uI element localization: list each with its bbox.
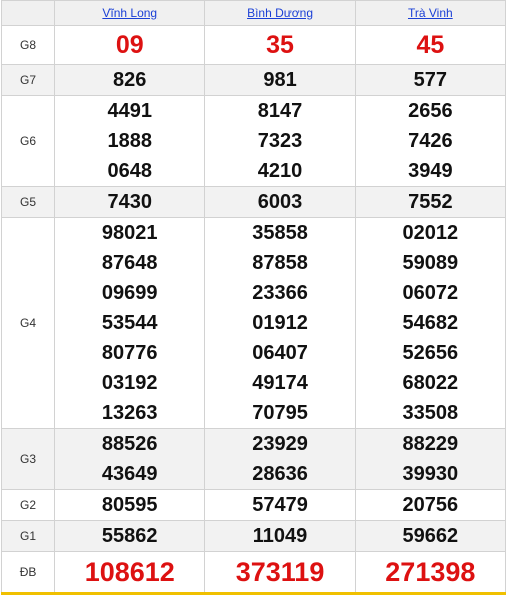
prize-cell: [55, 429, 205, 490]
prize-label: G7: [2, 65, 55, 96]
prize-number: 87648: [101, 252, 158, 274]
header-province: [55, 1, 205, 26]
prize-number: 88229: [402, 433, 459, 455]
prize-row-g1: [2, 521, 506, 552]
prize-cell: [205, 218, 355, 429]
prize-cell: [355, 429, 505, 490]
prize-number: 4210: [257, 160, 303, 182]
prize-label: G6: [2, 96, 55, 187]
prize-row-g3: [2, 429, 506, 490]
prize-number: 0648: [107, 160, 152, 182]
prize-number: 11049: [252, 525, 308, 547]
prize-cell: [55, 552, 205, 594]
prize-number: 33508: [402, 402, 459, 424]
prize-cell: [355, 490, 505, 521]
prize-number: 68022: [402, 372, 459, 394]
prize-number: 13263: [101, 402, 158, 424]
prize-number: 98021: [101, 222, 158, 244]
prize-row-g7: [2, 65, 506, 96]
prize-number: 09: [115, 31, 144, 59]
prize-number: 35: [266, 31, 294, 59]
prize-label: G8: [2, 26, 55, 65]
prize-cell: [205, 429, 355, 490]
prize-cell: [55, 96, 205, 187]
prize-number: 88526: [101, 433, 158, 455]
prize-number: 28636: [252, 463, 308, 485]
header-province: [205, 1, 355, 26]
prize-number: 55862: [101, 525, 158, 547]
prize-number: 826: [113, 69, 147, 91]
prize-label: G3: [2, 429, 55, 490]
prize-cell: [355, 96, 505, 187]
prize-number: 49174: [252, 372, 308, 394]
prize-cell: [55, 65, 205, 96]
prize-cell: [205, 521, 355, 552]
prize-number: 53544: [101, 312, 158, 334]
prize-number: 52656: [402, 342, 459, 364]
prize-number: 23366: [252, 282, 308, 304]
prize-number: 87858: [252, 252, 308, 274]
prize-number: 09699: [101, 282, 158, 304]
province-link-vinh-long[interactable]: Vĩnh Long: [102, 6, 158, 20]
prize-cell: [55, 218, 205, 429]
prize-row-g6: [2, 96, 506, 187]
prize-cell: [355, 521, 505, 552]
prize-number: 57479: [252, 494, 308, 516]
prize-number: 7323: [257, 130, 303, 152]
prize-label: G5: [2, 187, 55, 218]
prize-cell: [55, 187, 205, 218]
prize-number: 39930: [402, 463, 459, 485]
prize-number: 02012: [402, 222, 459, 244]
prize-cell: [205, 26, 355, 65]
prize-cell: [205, 490, 355, 521]
prize-number: 8147: [257, 100, 303, 122]
prize-label: G1: [2, 521, 55, 552]
prize-number: 45: [416, 31, 445, 59]
prize-label: ĐB: [2, 552, 55, 594]
prize-cell: [205, 96, 355, 187]
prize-number: 577: [413, 69, 448, 91]
prize-number: 7430: [107, 191, 152, 213]
prize-cell: [355, 218, 505, 429]
prize-cell: [55, 521, 205, 552]
special-prize-number: 108612: [84, 557, 175, 587]
prize-number: 3949: [408, 160, 453, 182]
prize-number: 03192: [101, 372, 158, 394]
prize-number: 01912: [252, 312, 308, 334]
lottery-results-table: [1, 0, 506, 595]
province-link-binh-duong[interactable]: Bình Dương: [247, 6, 313, 20]
prize-number: 6003: [257, 191, 303, 213]
header-blank: [2, 1, 55, 26]
prize-label: G4: [2, 218, 55, 429]
prize-number: 59662: [402, 525, 459, 547]
prize-number: 80595: [101, 494, 158, 516]
prize-cell: [355, 65, 505, 96]
prize-number: 35858: [252, 222, 308, 244]
prize-cell: [355, 552, 505, 594]
prize-number: 7552: [408, 191, 453, 213]
prize-row-g5: [2, 187, 506, 218]
header-row: [2, 1, 506, 26]
prize-number: 981: [263, 69, 297, 91]
prize-cell: [355, 26, 505, 65]
prize-number: 4491: [107, 100, 152, 122]
prize-number: 43649: [101, 463, 158, 485]
prize-row-special: [2, 552, 506, 594]
prize-row-g4: [2, 218, 506, 429]
header-province: [355, 1, 505, 26]
prize-row-g8: [2, 26, 506, 65]
special-prize-number: 373119: [235, 557, 325, 587]
prize-number: 1888: [107, 130, 152, 152]
prize-number: 7426: [408, 130, 453, 152]
prize-number: 06407: [252, 342, 308, 364]
prize-cell: [55, 26, 205, 65]
prize-cell: [205, 552, 355, 594]
prize-number: 20756: [402, 494, 459, 516]
prize-cell: [205, 187, 355, 218]
prize-number: 2656: [408, 100, 453, 122]
prize-row-g2: [2, 490, 506, 521]
prize-number: 23929: [252, 433, 308, 455]
prize-number: 80776: [101, 342, 158, 364]
prize-number: 06072: [402, 282, 459, 304]
prize-number: 59089: [402, 252, 459, 274]
special-prize-number: 271398: [385, 557, 476, 587]
prize-cell: [55, 490, 205, 521]
prize-number: 54682: [402, 312, 459, 334]
prize-number: 70795: [252, 402, 308, 424]
prize-label: G2: [2, 490, 55, 521]
prize-cell: [355, 187, 505, 218]
province-link-tra-vinh[interactable]: Trà Vinh: [407, 6, 453, 20]
prize-cell: [205, 65, 355, 96]
